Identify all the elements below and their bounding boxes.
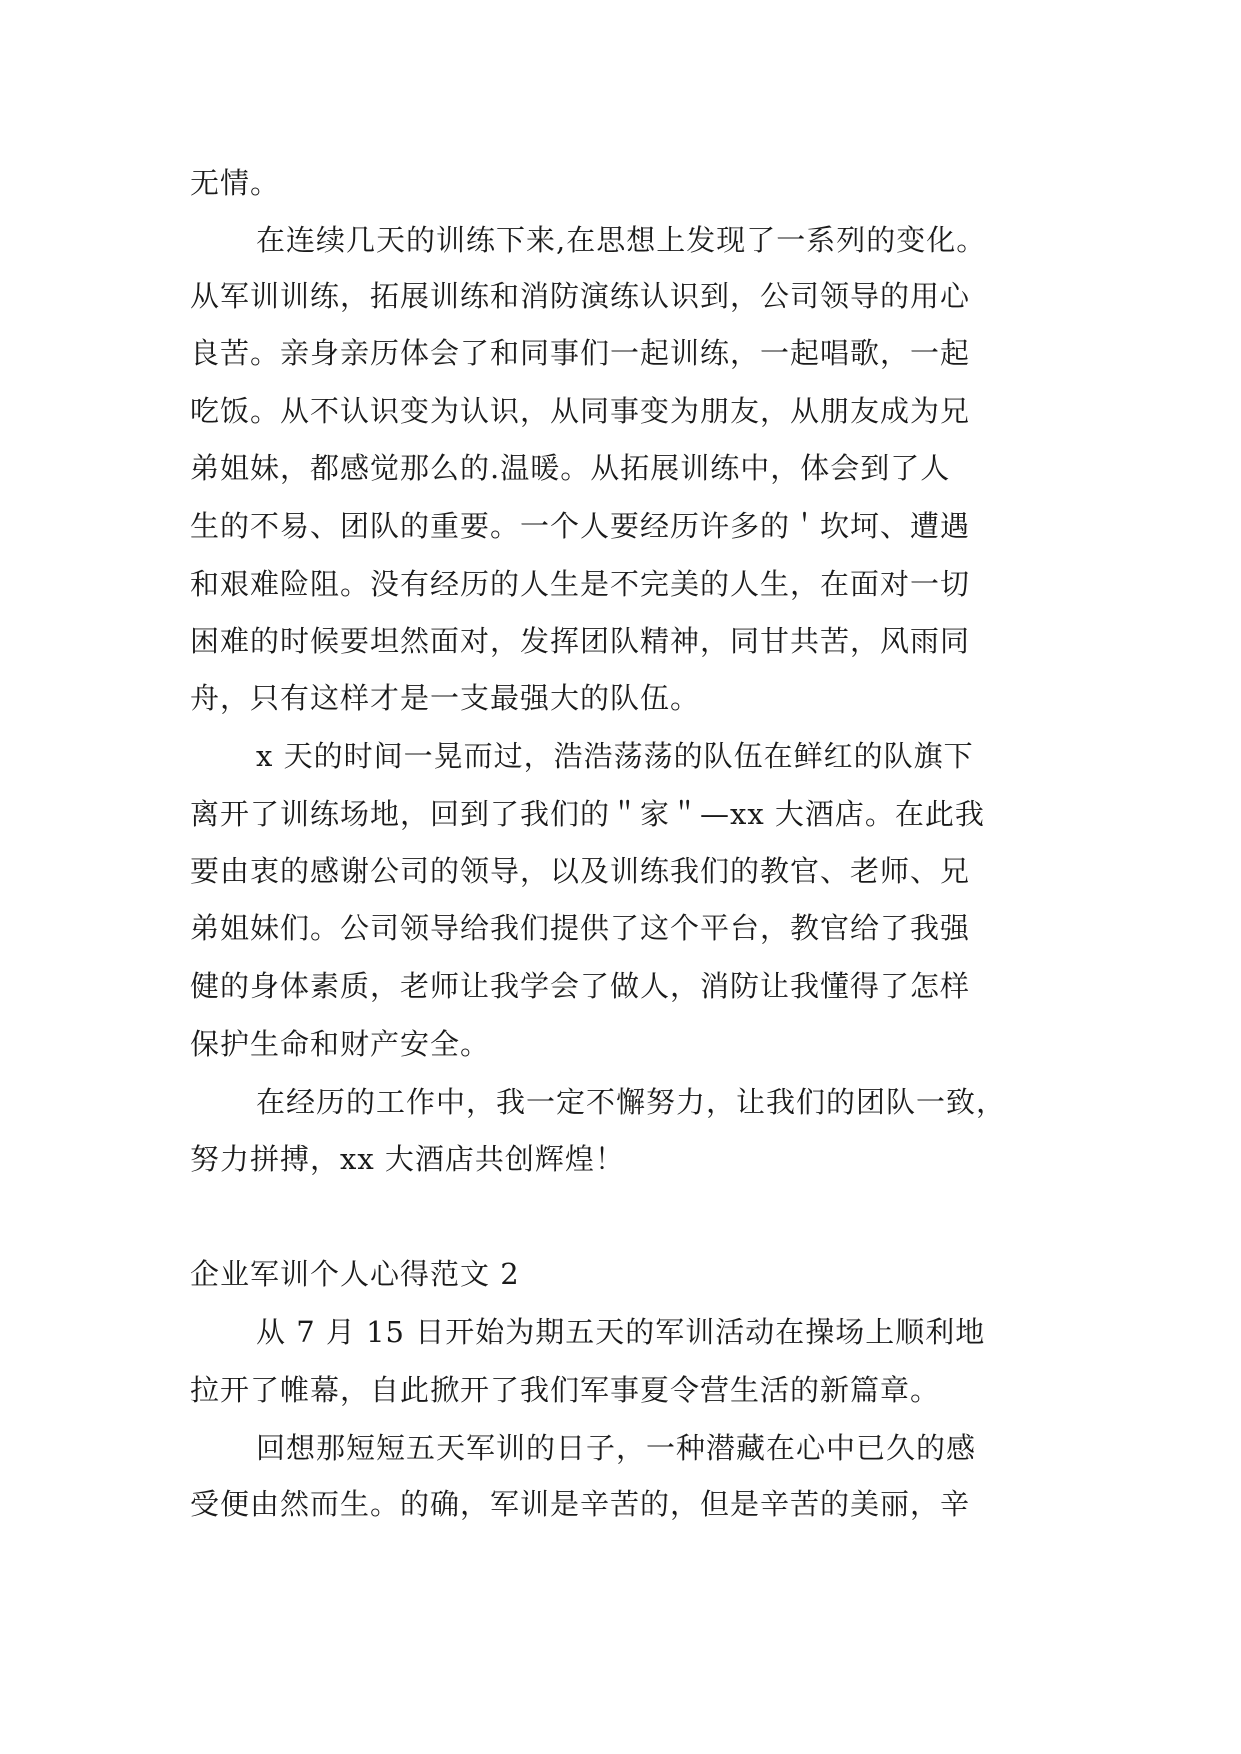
text-line: 离开了训练场地，回到了我们的＂家＂—xx 大酒店。在此我: [190, 797, 985, 831]
text-line: 和艰难险阻。没有经历的人生是不完美的人生，在面对一切: [190, 567, 971, 601]
text-line: 舟，只有这样才是一支最强大的队伍。: [190, 681, 701, 715]
text-line: 弟姐妹们。公司领导给我们提供了这个平台，教官给了我强: [190, 911, 971, 945]
text-line: 无情。: [190, 166, 281, 200]
text-line: 从军训训练，拓展训练和消防演练认识到，公司领导的用心: [190, 279, 971, 313]
paragraph-first-line: 在连续几天的训练下来,在思想上发现了一系列的变化。: [256, 223, 987, 257]
text-line: 困难的时候要坦然面对，发挥团队精神，同甘共苦，风雨同: [190, 624, 971, 658]
text-line: 吃饭。从不认识变为认识，从同事变为朋友，从朋友成为兄: [190, 394, 971, 428]
text-line: 弟姐妹，都感觉那么的.温暖。从拓展训练中，体会到了人: [190, 451, 951, 485]
text-line: 良苦。亲身亲历体会了和同事们一起训练，一起唱歌，一起: [190, 336, 971, 370]
paragraph-first-line: 从 7 月 15 日开始为期五天的军训活动在操场上顺利地: [256, 1315, 986, 1349]
text-line: 拉开了帷幕，自此掀开了我们军事夏令营生活的新篇章。: [190, 1373, 941, 1407]
text-line: 受便由然而生。的确，军训是辛苦的，但是辛苦的美丽，辛: [190, 1487, 971, 1521]
paragraph-first-line: 回想那短短五天军训的日子，一种潜藏在心中已久的感: [256, 1431, 977, 1465]
text-line: 健的身体素质，老师让我学会了做人，消防让我懂得了怎样: [190, 969, 971, 1003]
paragraph-first-line: x 天的时间一晃而过，浩浩荡荡的队伍在鲜红的队旗下: [256, 739, 974, 773]
text-line: 保护生命和财产安全。: [190, 1027, 491, 1061]
paragraph-first-line: 在经历的工作中，我一定不懈努力，让我们的团队一致，: [256, 1085, 1007, 1119]
text-line: 要由衷的感谢公司的领导，以及训练我们的教官、老师、兄: [190, 854, 971, 888]
text-line: 生的不易、团队的重要。一个人要经历许多的＇坎坷、遭遇: [190, 509, 971, 543]
text-line: 努力拼搏，xx 大酒店共创辉煌！: [190, 1142, 625, 1176]
section-heading: 企业军训个人心得范文 2: [190, 1257, 520, 1291]
